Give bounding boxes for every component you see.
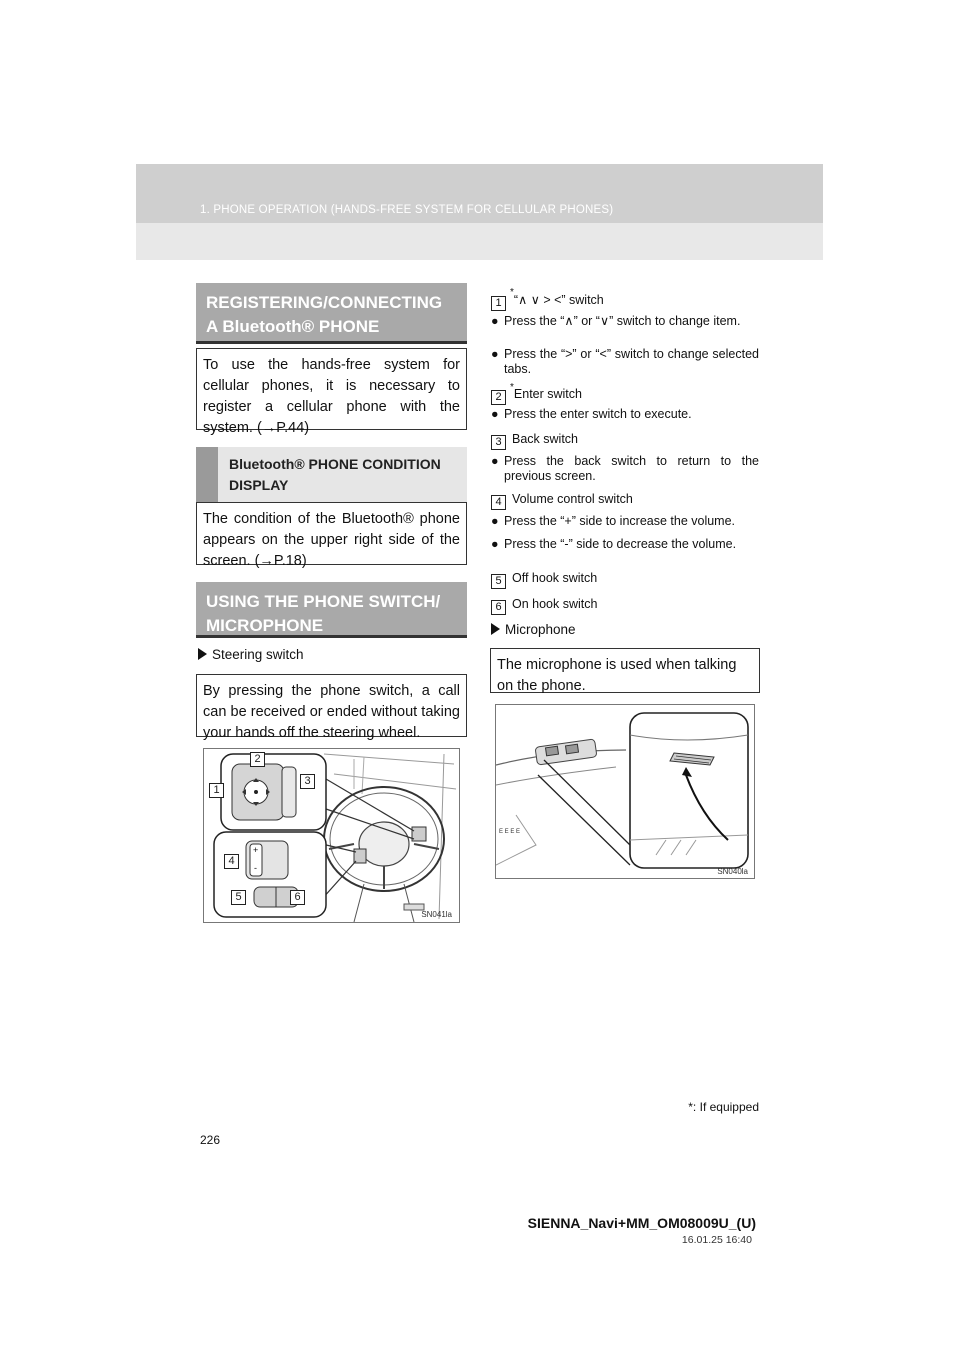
bullet-dot: ● <box>491 314 499 328</box>
callout-5: 5 <box>231 890 246 905</box>
microphone-text-box: The microphone is used when talking on the phone. <box>490 648 760 693</box>
timestamp: 16.01.25 16:40 <box>681 1234 752 1246</box>
bullet-text: Press the “>” or “<” switch to change selected tabs. <box>504 347 759 376</box>
microphone-label <box>491 622 576 637</box>
bullet-text: Press the “-” side to decrease the volume. <box>504 537 737 551</box>
item-number: 2 <box>491 390 506 405</box>
bullet-dot: ● <box>491 347 499 361</box>
bullet-text: Press the “+” side to increase the volume. <box>504 514 736 528</box>
item-label-text: Enter switch <box>513 387 582 401</box>
section-title-text: USING THE PHONE SWITCH/ MICROPHONE <box>206 592 441 635</box>
condition-text-box: The condition of the Bluetooth® phone appears on the upper right side of the screen. (→P.18) <box>196 502 467 565</box>
svg-text:E E E E: E E E E <box>499 829 521 835</box>
microphone-illustration <box>496 705 754 878</box>
bullet-text: Press the enter switch to execute. <box>504 407 692 421</box>
bullet-text: Press the back switch to return to the previous screen. <box>504 454 759 483</box>
item-label-text: Volume control switch <box>512 492 633 506</box>
page-number: 226 <box>200 1133 221 1147</box>
microphone-figure <box>495 704 755 879</box>
bullet-text: Press the “∧” or “∨” switch to change item. <box>504 314 741 328</box>
item-number: 4 <box>491 495 506 510</box>
item-number: 6 <box>491 600 506 615</box>
bullet-item3-1 <box>491 454 759 484</box>
item-3-label <box>491 432 578 450</box>
equipped-mark: * <box>510 382 514 393</box>
callout-3: 3 <box>300 774 315 789</box>
callout-2: 2 <box>250 752 265 767</box>
bullet-item1-1 <box>491 314 759 329</box>
subsection-title-condition <box>196 447 467 509</box>
item-5-label <box>491 571 597 589</box>
figure-code: SN040la <box>717 867 748 876</box>
steering-switch-figure <box>203 748 460 923</box>
item-6-label <box>491 597 597 615</box>
chapter-title: 1. PHONE OPERATION (HANDS-FREE SYSTEM FOR CELLULAR PHONES) <box>200 204 614 216</box>
microphone-label-text: Microphone <box>505 622 576 637</box>
item-number: 5 <box>491 574 506 589</box>
subsection-bar <box>196 447 218 509</box>
section-title-text: REGISTERING/CONNECTING A Bluetooth® PHONE <box>206 293 443 336</box>
item-label-text: On hook switch <box>512 597 598 611</box>
item-label-text: Back switch <box>512 432 578 446</box>
equipped-mark: * <box>510 287 514 298</box>
item-number: 1 <box>491 296 506 311</box>
bullet-dot: ● <box>491 537 499 551</box>
registering-text-box: To use the hands-free system for cellular phones, it is necessary to register a cellular phone with the system. (→P.44) <box>196 348 467 430</box>
subsection-title-text: Bluetooth® PHONE CONDITION DISPLAY <box>229 456 441 493</box>
steering-label-text: Steering switch <box>212 647 304 662</box>
bullet-item2-1 <box>491 407 759 422</box>
bullet-item4-1 <box>491 514 759 529</box>
item-4-label <box>491 492 633 510</box>
item-label-text: Off hook switch <box>512 571 598 585</box>
svg-text:-: - <box>254 863 257 873</box>
bullet-dot: ● <box>491 514 499 528</box>
callout-6: 6 <box>290 890 305 905</box>
item-1-label <box>491 287 604 311</box>
bullet-dot: ● <box>491 454 499 468</box>
header-subband <box>136 223 823 260</box>
callout-1: 1 <box>209 783 224 798</box>
section-title-registering <box>196 283 467 344</box>
footnote: *: If equipped <box>688 1100 759 1114</box>
steering-switch-label <box>198 647 304 662</box>
steering-text-box: By pressing the phone switch, a call can be received or ended without taking your hands off the steering wheel. <box>196 674 467 737</box>
arrow-right-icon <box>198 648 207 660</box>
bullet-dot: ● <box>491 407 499 421</box>
figure-code: SN041la <box>421 910 452 919</box>
item-2-label <box>491 382 582 405</box>
document-id: SIENNA_Navi+MM_OM08009U_(U) <box>527 1215 756 1231</box>
bullet-item1-2 <box>491 347 759 377</box>
svg-text:+: + <box>253 845 259 855</box>
arrow-right-icon <box>491 623 500 635</box>
bullet-item4-2 <box>491 537 759 552</box>
callout-4: 4 <box>224 854 239 869</box>
item-label-text: “∧ ∨ > <” switch <box>513 293 604 307</box>
section-title-phone-switch <box>196 582 467 638</box>
item-number: 3 <box>491 435 506 450</box>
